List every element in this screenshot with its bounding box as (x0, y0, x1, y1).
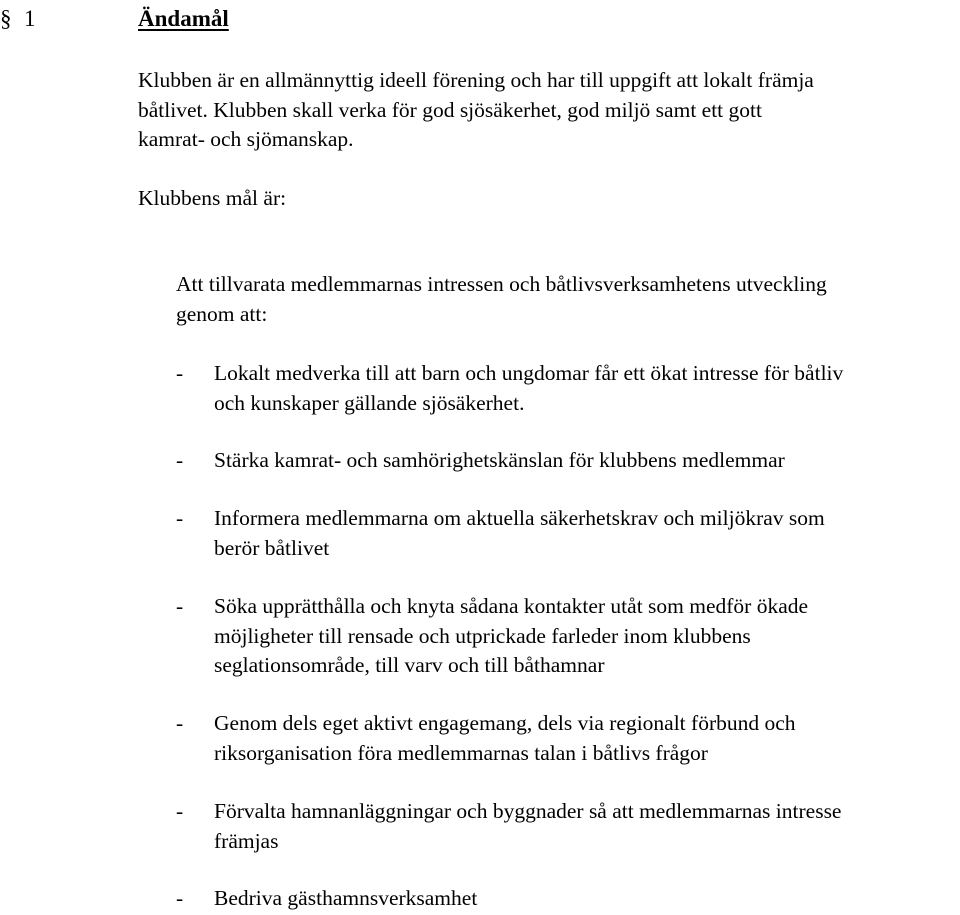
text-line: genom att: (176, 301, 268, 326)
dash-marker: - (176, 886, 184, 910)
text-line: främjas (214, 828, 279, 853)
text-line: Att tillvarata medlemmarnas intressen och båtlivsverksamhetens utveckling (176, 272, 827, 296)
purpose-paragraph (138, 66, 938, 155)
text-line: kamrat- och sjömanskap. (138, 127, 354, 151)
text-line: Förvalta hamnanläggningar och byggnader så att medlemmarnas intresse (214, 799, 842, 823)
text-line: Klubben är en allmännyttig ideell förening och har till uppgift att lokalt främja (138, 68, 814, 92)
section-title: Ändamål (138, 6, 229, 31)
text-line: Stärka kamrat- och samhörighetskänslan för klubbens medlemmar (214, 448, 785, 472)
goals-intro: Klubbens mål är: (138, 186, 287, 210)
list-item-text (214, 504, 959, 563)
text-line: Bedriva gästhamnsverksamhet (214, 886, 478, 910)
text-line: Lokalt medverka till att barn och ungdomar får ett ökat intresse för båtliv (214, 361, 844, 385)
text-line: och kunskaper gällande sjösäkerhet. (214, 390, 525, 415)
dash-marker: - (176, 448, 184, 472)
text-line: berör båtlivet (214, 535, 330, 560)
goals-lead (176, 270, 956, 329)
list-item-text (214, 446, 959, 476)
section-number: 1 (24, 6, 36, 31)
list-item-text (214, 709, 959, 768)
text-line: möjligheter till rensade och utprickade farleder inom klubbens (214, 623, 751, 648)
section-symbol: § (0, 6, 12, 31)
section-heading (0, 3, 960, 35)
dash-marker: - (176, 361, 184, 385)
dash-marker: - (176, 799, 184, 823)
text-line: riksorganisation föra medlemmarnas talan i båtlivs frågor (214, 740, 708, 765)
text-line: seglationsområde, till varv och till båthamnar (214, 653, 605, 677)
list-item-text (214, 797, 959, 856)
text-line: Genom dels eget aktivt engagemang, dels via regionalt förbund och (214, 711, 796, 735)
text-line: Informera medlemmarna om aktuella säkerhetskrav och miljökrav som (214, 506, 825, 530)
dash-marker: - (176, 711, 184, 735)
text-line: båtlivet. Klubben skall verka för god sjösäkerhet, god miljö samt ett gott (138, 97, 762, 122)
list-item-text (214, 884, 959, 914)
dash-marker: - (176, 506, 184, 530)
list-item-text (214, 592, 959, 681)
list-item-text (214, 359, 959, 418)
dash-marker: - (176, 594, 184, 618)
text-line: Söka upprätthålla och knyta sådana kontakter utåt som medför ökade (214, 594, 809, 618)
